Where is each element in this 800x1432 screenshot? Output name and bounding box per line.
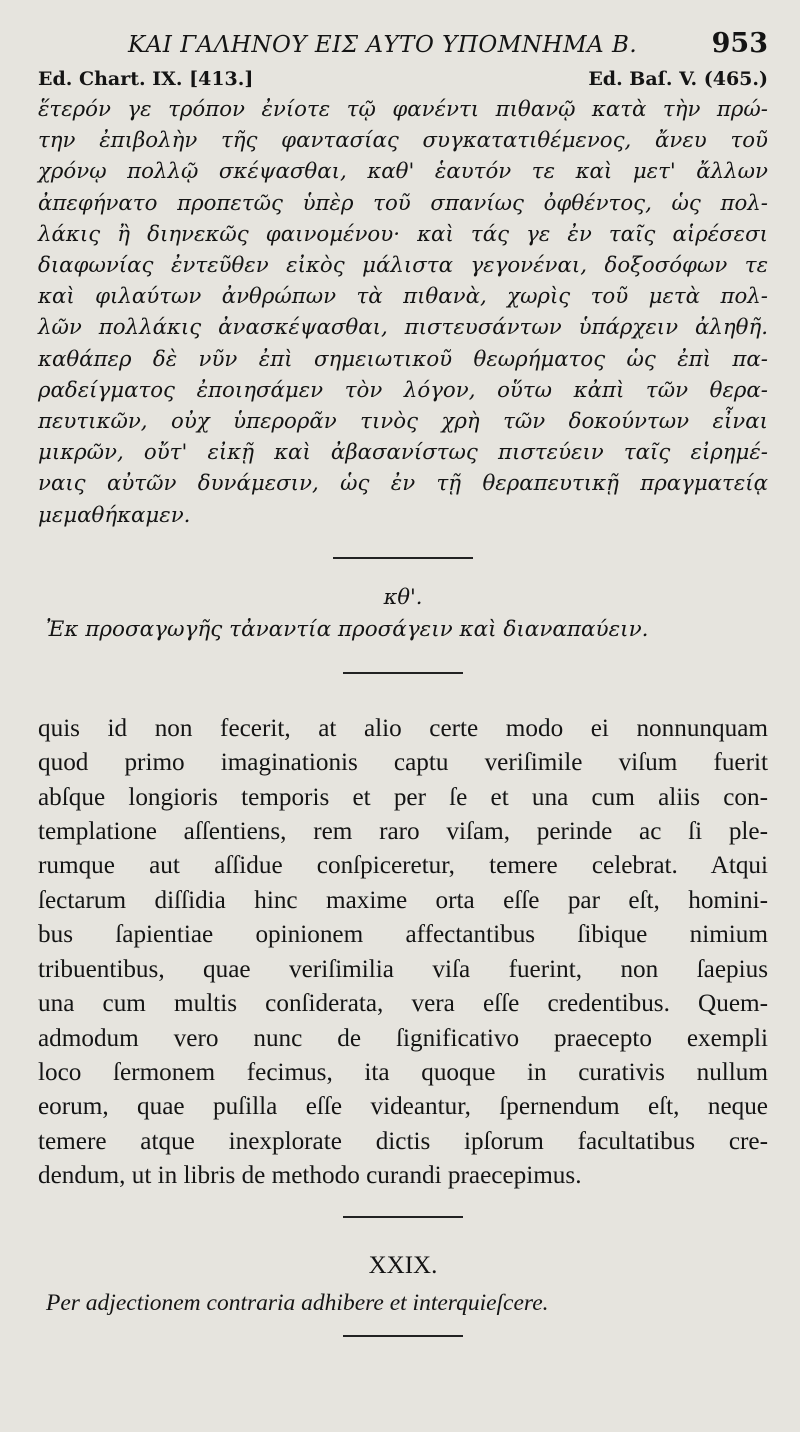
greek-line: λάκις ἢ διηνεκῶς φαινομένου· καὶ τάς γε ἐν ταῖς αἱρέσεσι bbox=[38, 221, 768, 247]
latin-line: dendum, ut in libris de methodo curandi praecepimus. bbox=[38, 1162, 582, 1190]
greek-section-number: κθ'. bbox=[383, 584, 423, 609]
section-divider bbox=[333, 557, 473, 559]
latin-line: admodum vero nunc de ſignificativo praecepto exempli bbox=[38, 1024, 768, 1052]
latin-line: templatione aſſentiens, rem raro viſam, perinde ac ſi ple- bbox=[38, 818, 768, 846]
greek-line: χρόνῳ πολλῷ σκέψασθαι, καθ' ἑαυτόν τε καὶ μετ' ἄλλων bbox=[38, 159, 768, 185]
greek-line: λῶν πολλάκις ἀνασκέψασθαι, πιστευσάντων ὑπάρχειν ἀληθῆ. bbox=[38, 315, 768, 341]
latin-line: una cum multis conſiderata, vera eſſe credentibus. Quem- bbox=[38, 990, 768, 1018]
latin-line: eorum, quae puſilla eſſe videantur, ſpernendum eſt, neque bbox=[38, 1093, 768, 1121]
greek-line: διαφωνίας ἐντεῦθεν εἰκὸς μάλιστα γεγονέναι, δοξοσόφων τε bbox=[38, 253, 768, 279]
greek-line: ναις αὐτῶν δυνάμεσιν, ὡς ἐν τῇ θεραπευτικῇ πραγματείᾳ bbox=[38, 471, 768, 497]
edition-right: Ed. Baſ. V. (465.) bbox=[588, 68, 768, 90]
greek-line: πευτικῶν, οὐχ ὑπερορᾶν τινὸς χρὴ τῶν δοκούντων εἶναι bbox=[38, 409, 768, 435]
bottom-divider bbox=[343, 1335, 463, 1337]
running-head bbox=[38, 28, 768, 64]
latin-line: abſque longioris temporis et per ſe et una cum aliis con- bbox=[38, 783, 768, 811]
greek-text-block bbox=[38, 94, 768, 531]
greek-line: μικρῶν, οὔτ' εἰκῇ καὶ ἀβασανίστως πιστεύειν ταῖς εἰρημέ- bbox=[38, 440, 768, 466]
latin-line: loco ſermonem fecimus, ita quoque in curativis nullum bbox=[38, 1058, 768, 1086]
page-number: 953 bbox=[711, 28, 768, 59]
greek-line: καθάπερ δὲ νῦν ἐπὶ σημειωτικοῦ θεωρήματος ὡς ἐπὶ πα- bbox=[38, 346, 768, 372]
latin-line: quod primo imaginationis captu veriſimile viſum fuerit bbox=[38, 749, 768, 777]
latin-line: quis id non fecerit, at alio certe modo ei nonnunquam bbox=[38, 714, 768, 742]
edition-references bbox=[38, 68, 768, 94]
latin-text-block bbox=[38, 712, 768, 1194]
latin-line: tribuentibus, quae veriſimilia viſa fuerint, non ſaepius bbox=[38, 955, 768, 983]
latin-line: rumque aut aſſidue conſpiceretur, temere celebrat. Atqui bbox=[38, 852, 768, 880]
latin-line: ſectarum diſſidia hinc maxime orta eſſe par eſt, homini- bbox=[38, 886, 768, 914]
greek-line: την ἐπιβολὴν τῆς φαντασίας συγκατατιθέμενος, ἄνευ τοῦ bbox=[38, 128, 768, 154]
greek-line: καὶ φιλαύτων ἀνθρώπων τὰ πιθανὰ, χωρὶς τοῦ μετὰ πολ- bbox=[38, 284, 768, 310]
edition-left: Ed. Chart. IX. [413.] bbox=[38, 68, 254, 90]
greek-line: ἀπεφήνατο προπετῶς ὑπὲρ τοῦ σπανίως ὀφθέντος, ὡς πολ- bbox=[38, 190, 768, 216]
greek-line: μεμαθήκαμεν. bbox=[38, 502, 191, 528]
greek-section-title: Ἐκ προσαγωγῆς τἀναντία προσάγειν καὶ διαναπαύειν. bbox=[46, 616, 649, 642]
greek-line: ἕτερόν γε τρόπον ἐνίοτε τῷ φανέντι πιθανῷ κατὰ τὴν πρώ- bbox=[38, 97, 768, 122]
section-divider bbox=[343, 1216, 463, 1218]
latin-section-number: XXIX. bbox=[368, 1251, 438, 1279]
greek-line: ραδείγματος ἐποιησάμεν τὸν λόγον, οὕτω κἀπὶ τῶν θερα- bbox=[38, 377, 768, 403]
running-title: ΚΑΙ ΓΑΛΗΝΟΥ ΕΙΣ ΑΥΤΟ ΥΠΟΜΝΗΜΑ Β. bbox=[128, 32, 638, 58]
latin-line: temere atque inexplorate dictis ipſorum facultatibus cre- bbox=[38, 1127, 768, 1155]
language-divider bbox=[343, 672, 463, 674]
latin-section-title: Per adjectionem contraria adhibere et interquieſcere. bbox=[46, 1289, 549, 1316]
latin-line: bus ſapientiae opinionem affectantibus ſibique nimium bbox=[38, 921, 768, 949]
